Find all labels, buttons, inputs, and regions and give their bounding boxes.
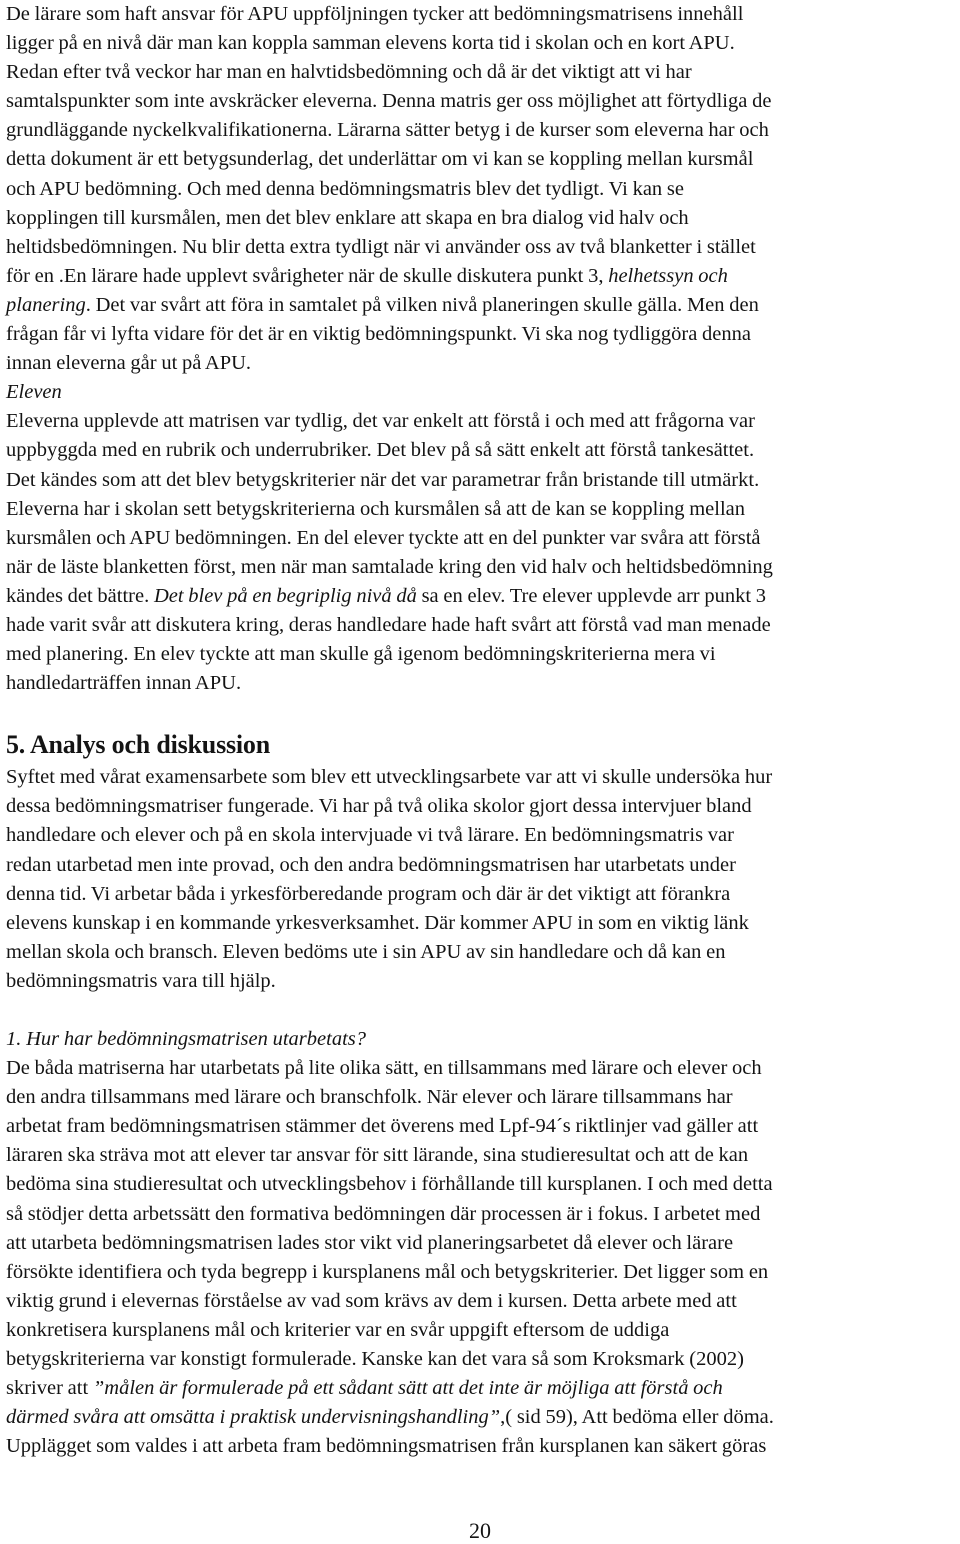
text-line-mixed (6, 262, 958, 291)
text-line-mixed (6, 1403, 958, 1432)
text-line: Eleverna upplevde att matrisen var tydlig, det var enkelt att förstå i och med att frågorna var (6, 410, 755, 433)
text-line: konkretisera kursplanens mål och kriterier var en svår uppgift eftersom de uddiga (6, 1318, 670, 1341)
text-line: bedöma sina studieresultat och utvecklingsbehov i förhållande till kursplanen. I och med detta (6, 1173, 773, 1196)
text-line: innan eleverna går ut på APU. (6, 352, 252, 375)
text-line: mellan skola och bransch. Eleven bedöms ute i sin APU av sin handledare och då kan en (6, 940, 726, 963)
text-line: elevens kunskap i en kommande yrkesverksamhet. Där kommer APU in som en viktig länk (6, 911, 749, 934)
text-line: dessa bedömningsmatriser fungerade. Vi har på två olika skolor gjort dessa intervjuer bland (6, 795, 752, 818)
text-line: Eleverna har i skolan sett betygskriterierna och kursmålen så att de kan se koppling mellan (6, 497, 745, 520)
subheading-question: 1. Hur har bedömningsmatrisen utarbetats? (6, 1028, 367, 1050)
text-line: arbetat fram bedömningsmatrisen stämmer det överens med Lpf-94´s riktlinjer vad gäller att (6, 1115, 759, 1138)
text-line: De lärare som haft ansvar för APU uppföljningen tycker att bedömningsmatrisens innehåll (6, 3, 744, 25)
section-heading: 5. Analys och diskussion (6, 730, 270, 760)
text-line: detta dokument är ett betygsunderlag, det underlättar om vi kan se koppling mellan kursmål (6, 148, 754, 171)
text-line: hade varit svår att diskutera kring, deras handledare hade haft svårt att förstå vad man menade (6, 613, 771, 636)
text-line: att utarbeta bedömningsmatrisen lades stor vikt vid planeringsarbetet då elever och lärare (6, 1231, 734, 1254)
text-line: De båda matriserna har utarbetats på lite olika sätt, en tillsammans med lärare och elever och (6, 1057, 762, 1080)
text-line: redan utarbetad men inte provad, och den andra bedömningsmatrisen har utarbetats under (6, 853, 736, 876)
text-segment: kändes det bättre. (6, 584, 154, 607)
italic-phrase: planering (6, 293, 86, 316)
text-line: denna tid. Vi arbetar båda i yrkesförberedande program och där är det viktigt att förankra (6, 882, 731, 905)
spacer (6, 698, 958, 727)
text-line: kopplingen till kursmålen, men det blev enklare att skapa en bra dialog vid halv och (6, 206, 689, 229)
paragraph-analysis (6, 763, 958, 996)
page-number: 20 (469, 1518, 491, 1543)
text-line: grundläggande nyckelkvalifikationerna. Lärarna sätter betyg i de kurser som eleverna har och (6, 119, 769, 142)
paragraph-students (6, 378, 958, 698)
italic-phrase: helhetssyn och (608, 264, 728, 287)
text-line: betygskriterierna var konstigt formulerade. Kanske kan det vara så som Kroksmark (2002) (6, 1348, 744, 1371)
subheading-eleven: Eleven (6, 381, 62, 404)
text-line: försökte identifiera och tyda begrepp i kursplanens mål och betygskriterier. Det ligger som en (6, 1260, 769, 1283)
quote-italic: ”målen är formulerade på ett sådant sätt att det inte är möjliga att förstå och (92, 1377, 723, 1400)
text-line: kursmålen och APU bedömningen. En del elever tyckte att en del punkter var svåra att förstå (6, 526, 761, 549)
text-line: Redan efter två veckor har man en halvtidsbedömning och då är det viktigt att vi har (6, 61, 692, 84)
paragraph-teachers (6, 0, 958, 378)
text-line: läraren ska sträva mot att elever tar ansvar för sitt lärande, sina studieresultat och att de kan (6, 1144, 749, 1167)
text-line: heltidsbedömningen. Nu blir detta extra tydligt när vi använder oss av två blanketter i stället (6, 235, 756, 258)
quote-italic: därmed svåra att omsätta i praktisk undervisningshandling” (6, 1406, 501, 1429)
text-line: Syftet med vårat examensarbete som blev ett utvecklingsarbete var att vi skulle undersöka hur (6, 766, 773, 789)
text-segment: för en .En lärare hade upplevt svårigheter när de skulle diskutera punkt 3, (6, 264, 609, 287)
text-line: handledarträffen innan APU. (6, 672, 242, 695)
text-segment: ,( sid 59), Att bedöma eller döma. (500, 1406, 774, 1429)
text-line: och APU bedömning. Och med denna bedömningsmatris blev det tydligt. Vi kan se (6, 177, 684, 200)
text-line: uppbyggda med en rubrik och underrubriker. Det blev på så sätt enkelt att förstå tankesättet. (6, 439, 755, 462)
spacer (6, 996, 958, 1025)
text-line: när de läste blanketten först, men när man samtalade kring den vid halv och heltidsbedömning (6, 555, 773, 578)
text-line: Upplägget som valdes i att arbeta fram bedömningsmatrisen från kursplanen kan säkert göras (6, 1435, 767, 1458)
text-line: frågan får vi lyfta vidare för det är en viktig bedömningspunkt. Vi ska nog tydliggöra denna (6, 323, 751, 346)
italic-phrase: Det blev på en begriplig nivå då (153, 584, 417, 607)
text-segment: sa en elev. Tre elever upplevde arr punkt 3 (416, 584, 766, 607)
text-segment: . Det var svårt att föra in samtalet på vilken nivå planeringen skulle gälla. Men den (85, 293, 759, 316)
text-line: så stödjer detta arbetssätt den formativa bedömningen där processen är i fokus. I arbetet med (6, 1202, 761, 1225)
paragraph-question-1 (6, 1025, 958, 1461)
text-line-mixed (6, 291, 958, 320)
text-line: bedömningsmatris vara till hjälp. (6, 969, 276, 992)
text-line: handledare och elever och på en skola intervjuade vi två lärare. En bedömningsmatris var (6, 824, 734, 847)
text-line: viktig grund i elevernas förståelse av vad som krävs av dem i kursen. Detta arbete med att (6, 1289, 737, 1312)
text-line-mixed (6, 582, 958, 611)
text-segment: skriver att (6, 1377, 93, 1400)
text-line-mixed (6, 1374, 958, 1403)
text-line: med planering. En elev tyckte att man skulle gå igenom bedömningskriterierna mera vi (6, 643, 716, 666)
text-line: ligger på en nivå där man kan koppla samman elevens korta tid i skolan och en kort APU. (6, 32, 735, 55)
text-line: samtalspunkter som inte avskräcker eleverna. Denna matris ger oss möjlighet att förtydliga de (6, 90, 772, 113)
text-line: Det kändes som att det blev betygskriterier när det var parametrar från bristande till utmärkt. (6, 468, 760, 491)
document-page (6, 0, 958, 1461)
text-line: den andra tillsammans med lärare och branschfolk. När elever och lärare tillsammans har (6, 1086, 733, 1109)
